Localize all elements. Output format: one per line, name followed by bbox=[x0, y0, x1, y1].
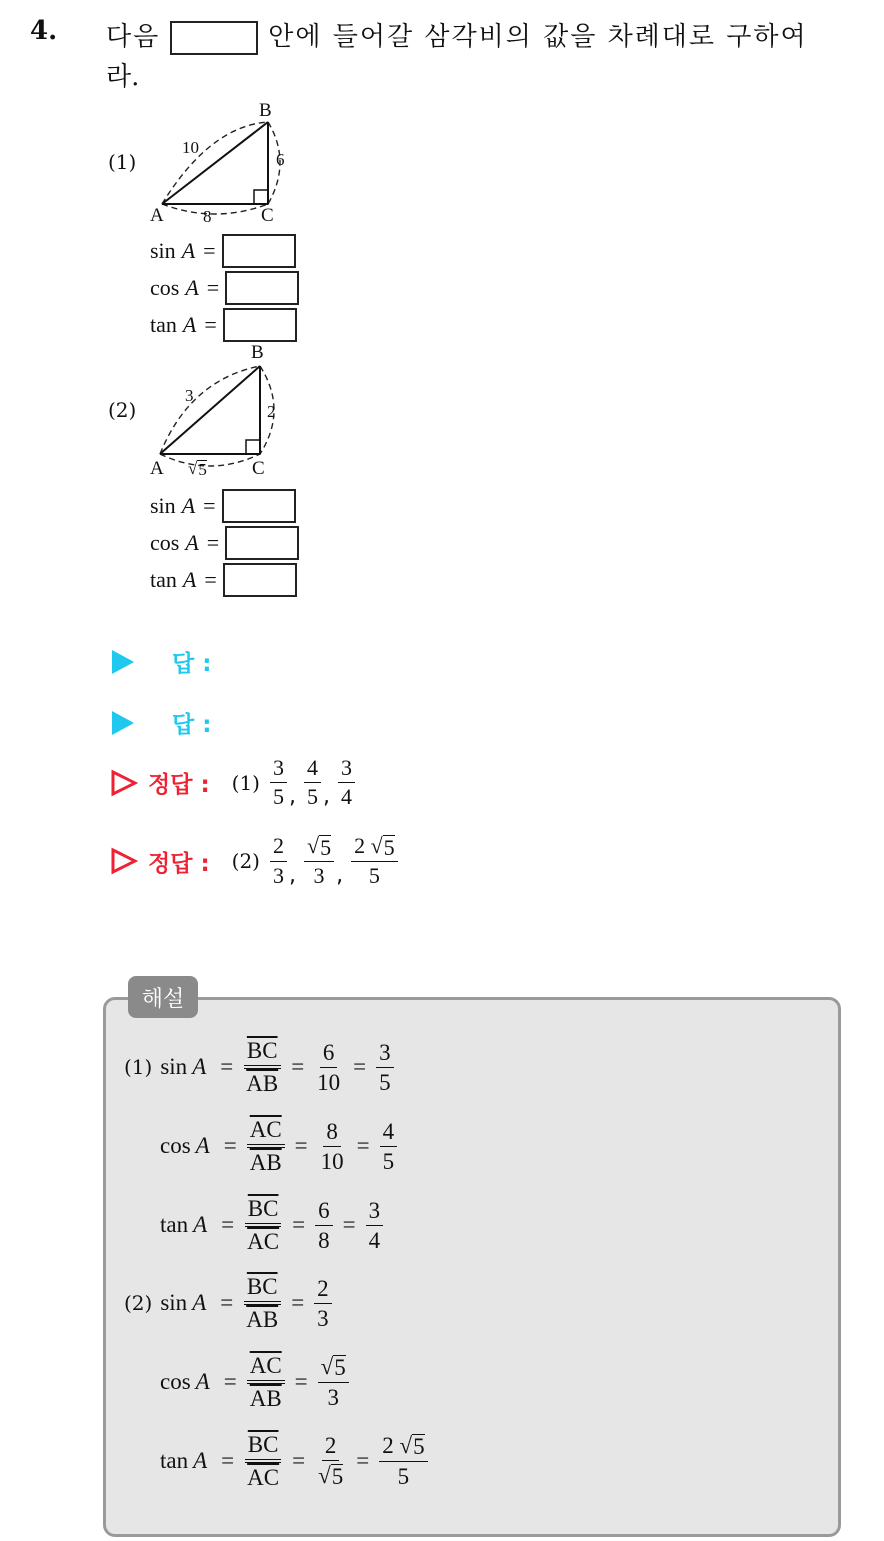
question-text-after: 안에 들어갈 삼각비의 값을 차례대로 구하여 bbox=[268, 22, 808, 52]
part1-side-ab bbox=[162, 122, 268, 204]
part2-tan-row bbox=[150, 563, 297, 597]
equals-sign: = bbox=[342, 1212, 356, 1238]
var-label: A bbox=[193, 1212, 208, 1238]
var-label: A bbox=[192, 1054, 207, 1080]
part1-vertex-a: A bbox=[150, 205, 164, 226]
question-number: 4. bbox=[30, 16, 58, 46]
numerator: $\overline{BC}$ bbox=[245, 1196, 282, 1227]
numerator: 2 bbox=[270, 834, 287, 861]
numerator: $\overline{AC}$ bbox=[247, 1117, 285, 1148]
numerator: 6 bbox=[320, 1040, 338, 1068]
part1-side-ab-label: 10 bbox=[182, 138, 199, 157]
correct-values bbox=[268, 756, 357, 809]
play-triangle-icon bbox=[112, 650, 134, 674]
play-triangle-icon bbox=[112, 711, 134, 735]
fn-label: cos bbox=[150, 530, 180, 555]
fn-label: sin bbox=[160, 1054, 188, 1080]
comma: , bbox=[336, 863, 344, 889]
equals-sign: = bbox=[203, 238, 216, 263]
part2-label: (2) bbox=[108, 398, 137, 422]
explain-p2-tan bbox=[160, 1432, 430, 1491]
fraction bbox=[318, 1119, 347, 1175]
fraction bbox=[338, 756, 355, 809]
equals-sign: = bbox=[223, 1369, 237, 1395]
outline-triangle-icon bbox=[110, 847, 138, 875]
equals-sign: = bbox=[294, 1133, 308, 1159]
fn-label: cos bbox=[160, 1133, 191, 1159]
numerator: √ 5 bbox=[318, 1354, 349, 1383]
correct-label: 정답 : bbox=[148, 850, 210, 877]
part1-sin-row bbox=[150, 234, 296, 268]
part1-side-ac-label: 8 bbox=[203, 207, 212, 226]
fn-label: sin bbox=[160, 1290, 188, 1316]
part1-side-bc-label: 6 bbox=[276, 150, 285, 169]
numerator: $\overline{AC}$ bbox=[247, 1353, 285, 1384]
numerator: 2 √ 5 bbox=[351, 834, 398, 862]
fn-label: tan bbox=[160, 1448, 189, 1474]
denominator: 3 bbox=[273, 862, 284, 888]
equals-sign: = bbox=[223, 1133, 237, 1159]
part1-triangle-figure bbox=[140, 96, 310, 236]
fraction bbox=[314, 1276, 332, 1332]
explain-tag: (1) bbox=[124, 1055, 153, 1080]
part2-triangle-figure bbox=[140, 350, 310, 480]
denominator: AB bbox=[246, 1071, 279, 1097]
fraction bbox=[351, 834, 398, 888]
denominator: √ 5 bbox=[318, 1463, 344, 1490]
fraction bbox=[314, 1040, 343, 1096]
numerator: 2 bbox=[314, 1276, 332, 1304]
denominator: AB bbox=[249, 1386, 282, 1412]
equals-sign: = bbox=[220, 1290, 234, 1316]
correct-label: 정답 : bbox=[148, 772, 210, 799]
part2-arc-ac bbox=[160, 454, 260, 466]
var-label: A bbox=[181, 493, 196, 518]
explain-p2-sin bbox=[124, 1274, 334, 1333]
fn-label: sin bbox=[150, 493, 176, 518]
correct-tag: (1) bbox=[231, 770, 260, 795]
denominator: 5 bbox=[273, 784, 284, 810]
inline-blank-box bbox=[170, 21, 258, 55]
outline-triangle-icon bbox=[110, 769, 138, 797]
explain-p1-tan bbox=[160, 1196, 385, 1255]
denominator: 5 bbox=[379, 1069, 391, 1095]
answer-prompt-1 bbox=[112, 645, 211, 678]
var-label: A bbox=[193, 1448, 208, 1474]
correct-answer-2 bbox=[110, 834, 400, 888]
numerator: 3 bbox=[270, 756, 287, 783]
explain-p1-sin bbox=[124, 1038, 396, 1097]
part2-side-bc-label: 2 bbox=[267, 402, 276, 421]
numerator: √ 5 bbox=[304, 834, 334, 862]
part2-side-ab bbox=[160, 366, 260, 454]
fraction bbox=[270, 834, 287, 887]
equals-sign: = bbox=[356, 1133, 370, 1159]
denominator: 4 bbox=[341, 784, 352, 810]
equals-sign: = bbox=[204, 567, 217, 592]
fn-label: tan bbox=[160, 1212, 189, 1238]
equals-sign: = bbox=[292, 1212, 306, 1238]
question-text bbox=[106, 16, 808, 55]
denominator: 10 bbox=[317, 1069, 341, 1095]
fn-label: sin bbox=[150, 238, 176, 263]
comma: , bbox=[289, 784, 296, 810]
fn-label: cos bbox=[150, 275, 180, 300]
explain-p1-cos bbox=[160, 1117, 399, 1176]
numerator: 4 bbox=[380, 1119, 398, 1147]
part2-sin-row bbox=[150, 489, 296, 523]
equals-sign: = bbox=[221, 1212, 235, 1238]
var-label: A bbox=[195, 1369, 210, 1395]
answer-blank-box bbox=[222, 234, 296, 268]
denominator: AB bbox=[249, 1150, 282, 1176]
fraction bbox=[315, 1198, 333, 1254]
numerator: 2 √ 5 bbox=[379, 1433, 427, 1462]
var-label: A bbox=[195, 1133, 210, 1159]
answer-blank-box bbox=[223, 563, 297, 597]
explain-tag: (2) bbox=[124, 1291, 153, 1316]
part1-vertex-b: B bbox=[259, 100, 272, 121]
fraction bbox=[304, 834, 334, 888]
segment-fraction bbox=[247, 1117, 285, 1176]
answer-label: 답 : bbox=[172, 651, 212, 677]
sqrt-expression bbox=[188, 460, 207, 479]
comma: , bbox=[289, 863, 296, 889]
equals-sign: = bbox=[221, 1448, 235, 1474]
fn-label: tan bbox=[150, 312, 177, 337]
numerator: 3 bbox=[366, 1198, 384, 1226]
radicand: 5 bbox=[198, 460, 207, 479]
var-label: A bbox=[182, 312, 197, 337]
part1-vertex-c: C bbox=[261, 205, 274, 226]
denominator: 5 bbox=[382, 1148, 395, 1174]
denominator: 3 bbox=[313, 863, 325, 889]
segment-fraction bbox=[244, 1196, 282, 1255]
segment-fraction bbox=[247, 1353, 285, 1412]
fraction bbox=[366, 1198, 384, 1254]
equals-sign: = bbox=[206, 275, 220, 300]
question-text-line2: 라. bbox=[106, 62, 140, 92]
denominator: AB bbox=[246, 1307, 279, 1333]
fn-label: cos bbox=[160, 1369, 191, 1395]
denominator: 3 bbox=[317, 1305, 329, 1331]
denominator: 4 bbox=[368, 1227, 381, 1253]
explanation-tab: 해설 bbox=[128, 976, 198, 1018]
denominator: 5 bbox=[368, 863, 380, 889]
comma: , bbox=[323, 784, 330, 810]
equals-sign: = bbox=[220, 1054, 234, 1080]
fraction bbox=[380, 1119, 398, 1175]
fraction bbox=[376, 1040, 394, 1096]
denominator: 3 bbox=[327, 1385, 339, 1411]
equals-sign: = bbox=[292, 1448, 306, 1474]
segment-fraction bbox=[244, 1432, 282, 1491]
fraction bbox=[315, 1433, 346, 1489]
equals-sign: = bbox=[203, 493, 216, 518]
var-label: A bbox=[185, 530, 199, 555]
answer-blank-box bbox=[225, 526, 299, 560]
correct-tag: (2) bbox=[231, 849, 260, 874]
numerator: 6 bbox=[315, 1198, 333, 1226]
numerator: 2 bbox=[322, 1433, 340, 1461]
numerator: 8 bbox=[323, 1119, 341, 1147]
part1-cos-row bbox=[150, 271, 299, 305]
answer-blank-box bbox=[223, 308, 297, 342]
part2-vertex-a: A bbox=[150, 458, 164, 479]
answer-label: 답 : bbox=[172, 712, 212, 738]
part2-side-ac-label bbox=[188, 459, 207, 479]
answer-blank-box bbox=[222, 489, 296, 523]
var-label: A bbox=[192, 1290, 207, 1316]
numerator: 3 bbox=[376, 1040, 394, 1068]
denominator: 10 bbox=[320, 1148, 344, 1174]
numerator: $\overline{BC}$ bbox=[244, 1274, 281, 1305]
part2-cos-row bbox=[150, 526, 299, 560]
var-label: A bbox=[185, 275, 199, 300]
explain-p2-cos bbox=[160, 1353, 351, 1412]
part2-vertex-b: B bbox=[251, 342, 264, 363]
equals-sign: = bbox=[204, 312, 217, 337]
numerator: $\overline{BC}$ bbox=[244, 1038, 281, 1069]
correct-values bbox=[268, 834, 400, 888]
denominator: 5 bbox=[307, 784, 318, 810]
fn-label: tan bbox=[150, 567, 177, 592]
var-label: A bbox=[181, 238, 196, 263]
part2-side-ab-label: 3 bbox=[185, 386, 194, 405]
part1-label: (1) bbox=[108, 150, 137, 174]
numerator: $\overline{BC}$ bbox=[245, 1432, 282, 1463]
denominator: 8 bbox=[318, 1227, 330, 1253]
sqrt-symbol: √ bbox=[188, 459, 198, 478]
equals-sign: = bbox=[206, 530, 220, 555]
segment-fraction bbox=[243, 1274, 281, 1333]
denominator: 5 bbox=[397, 1464, 410, 1490]
fraction bbox=[304, 756, 321, 809]
part1-tan-row bbox=[150, 308, 297, 342]
fraction bbox=[270, 756, 287, 809]
equals-sign: = bbox=[356, 1448, 370, 1474]
fraction bbox=[318, 1354, 349, 1410]
part2-right-angle-mark bbox=[246, 440, 260, 454]
numerator: 4 bbox=[304, 756, 321, 783]
part1-arc-ac bbox=[162, 204, 268, 214]
equals-sign: = bbox=[291, 1290, 305, 1316]
answer-prompt-2 bbox=[112, 706, 211, 739]
var-label: A bbox=[182, 567, 197, 592]
fraction bbox=[379, 1433, 427, 1489]
numerator: 3 bbox=[338, 756, 355, 783]
segment-fraction bbox=[243, 1038, 281, 1097]
part2-vertex-c: C bbox=[252, 458, 265, 479]
equals-sign: = bbox=[353, 1054, 367, 1080]
denominator: AC bbox=[247, 1465, 280, 1491]
answer-blank-box bbox=[225, 271, 299, 305]
equals-sign: = bbox=[291, 1054, 305, 1080]
question-text-before: 다음 bbox=[106, 22, 161, 52]
denominator: AC bbox=[247, 1229, 280, 1255]
correct-answer-1 bbox=[110, 756, 357, 809]
part1-right-angle-mark bbox=[254, 190, 268, 204]
equals-sign: = bbox=[294, 1369, 308, 1395]
